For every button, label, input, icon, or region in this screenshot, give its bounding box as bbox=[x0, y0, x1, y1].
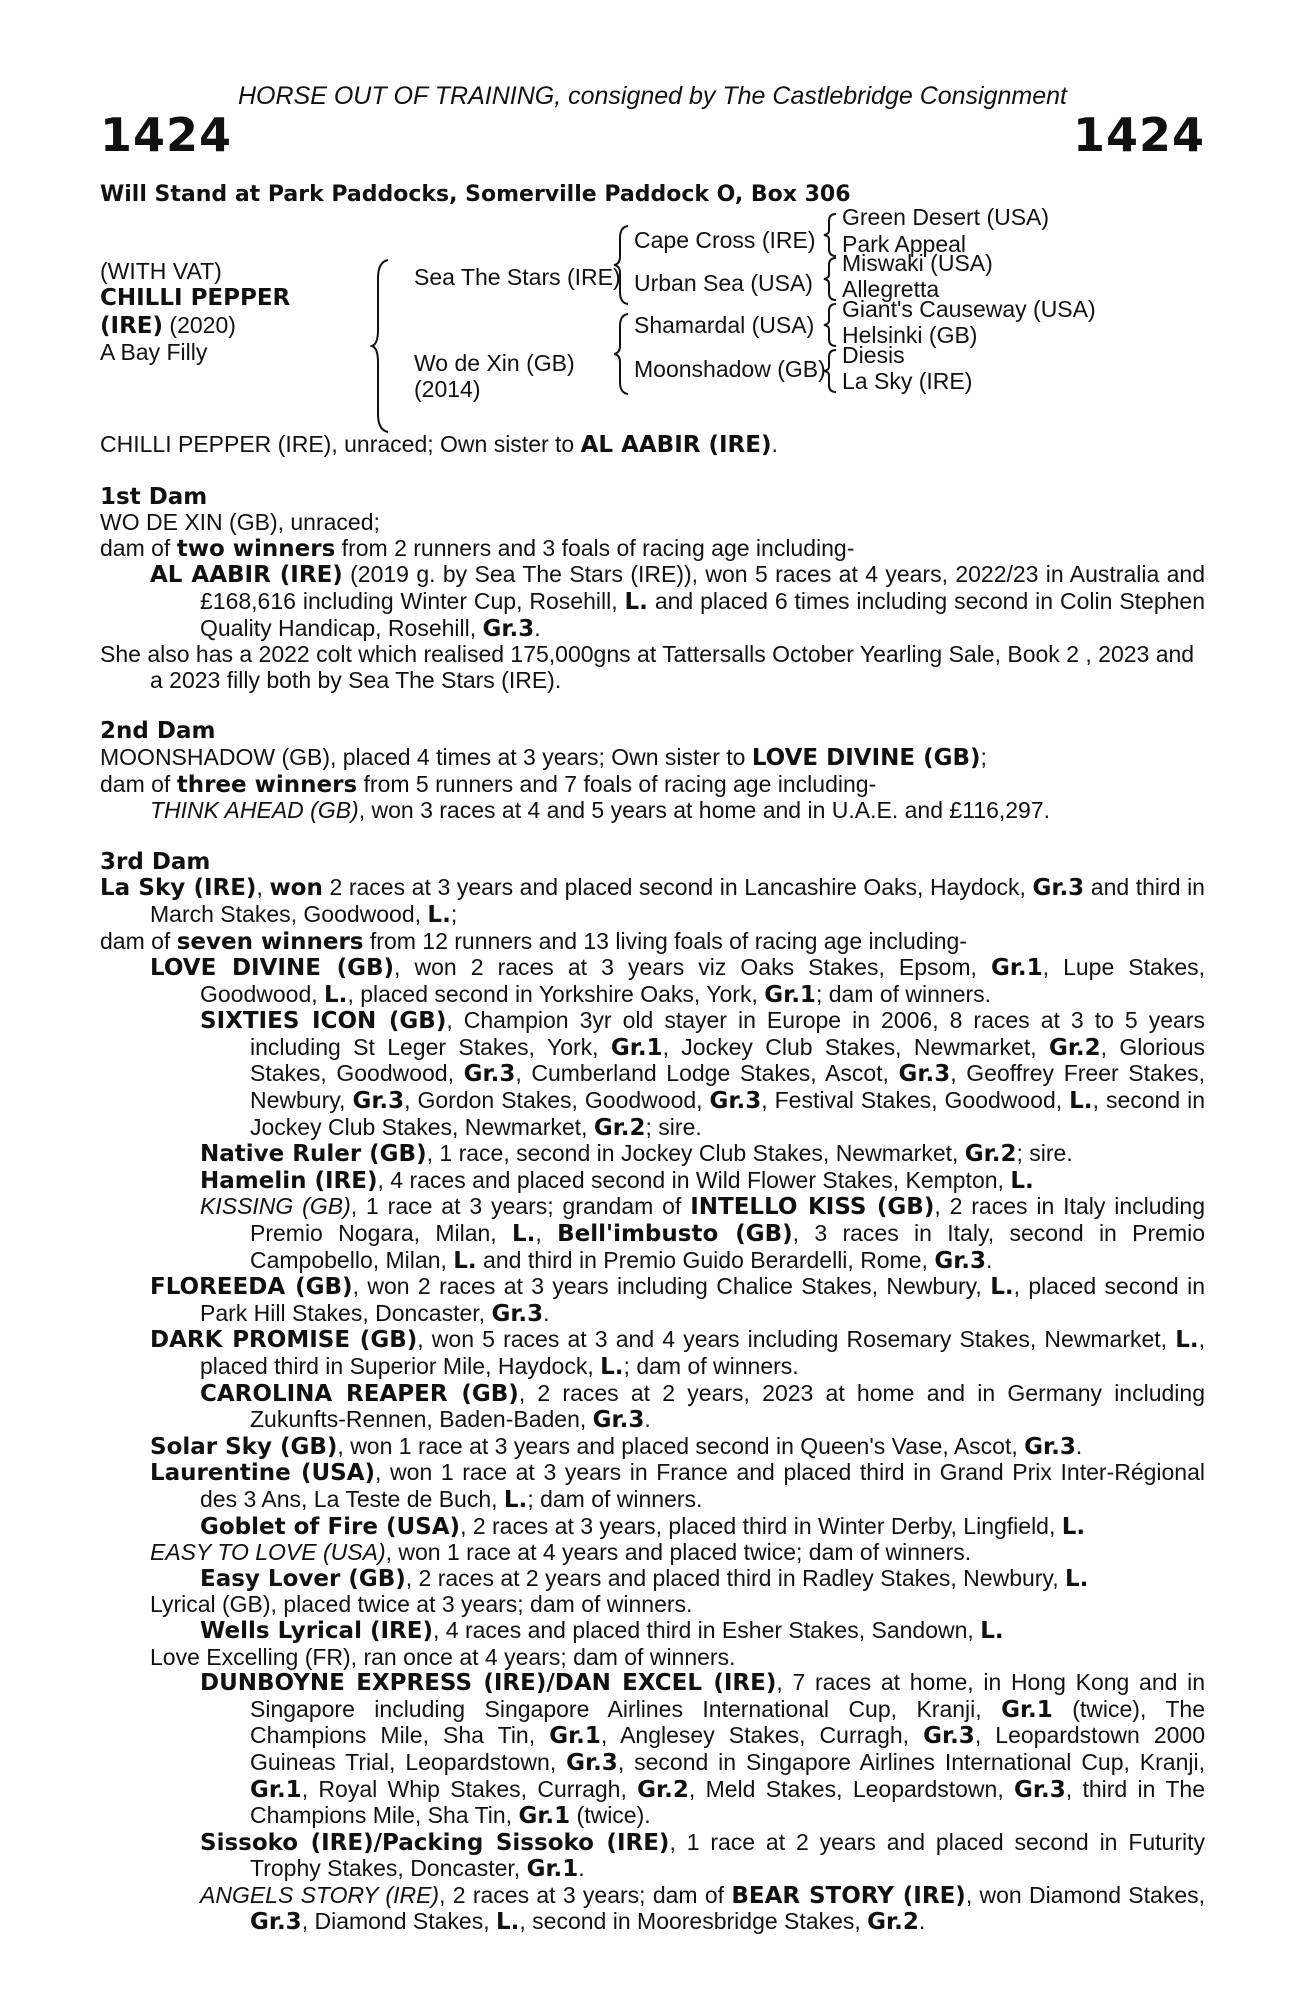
t: 2 races at 3 years and placed second in Lancashire Oaks, Haydock, bbox=[322, 874, 1033, 901]
t: , placed second in Yorkshire Oaks, York, bbox=[347, 980, 765, 1007]
t: , Royal Whip Stakes, Curragh, bbox=[301, 1775, 638, 1802]
t: (twice). bbox=[570, 1802, 651, 1829]
dam-parents-brace bbox=[612, 312, 634, 396]
t: . bbox=[986, 1246, 993, 1273]
dds: Diesis bbox=[842, 342, 905, 368]
t: Gr.1 bbox=[610, 1034, 663, 1061]
sire-dam: Urban Sea (USA) bbox=[634, 270, 813, 296]
entry-love-excelling: Love Excelling (FR), ran once at 4 years; dam of winners. bbox=[150, 1643, 736, 1670]
t: , Meld Stakes, Leopardstown, bbox=[688, 1775, 1015, 1802]
t: Gr.3 bbox=[709, 1088, 762, 1115]
t: , 4 races and placed third in Esher Stakes, Sandown, bbox=[432, 1616, 981, 1643]
t: , 2 races at 2 years, 2023 at home and in Germany including Zukunfts-Rennen, Baden-Baden, bbox=[250, 1379, 1205, 1433]
stand-location: Will Stand at Park Paddocks, Somerville Paddock O, Box 306 bbox=[100, 182, 851, 207]
t: , Champion 3yr old stayer in Europe in 2006, 8 races at 3 to 5 years including St Leger Stakes, York, bbox=[250, 1007, 1205, 1060]
t: KISSING (GB) bbox=[200, 1193, 351, 1220]
horse-description: A Bay Filly bbox=[100, 339, 208, 365]
t: , Leopardstown 2000 Guineas Trial, Leopardstown, bbox=[250, 1722, 1206, 1775]
t: Gr.3 bbox=[463, 1061, 516, 1088]
first-dam-also: She also has a 2022 colt which realised 175,000gns at Tattersalls October Yearling Sale, Book 2 , 2023 and a 2023 filly both by Sea The Stars (IRE). bbox=[100, 641, 1195, 693]
second-dam-heading: 2nd Dam bbox=[100, 718, 216, 745]
horse-year: (2020) bbox=[163, 312, 236, 338]
t: Gr.2 bbox=[637, 1776, 689, 1803]
t: ; dam of winners. bbox=[623, 1353, 799, 1379]
t: , won 1 race at 4 years and placed twice; dam of winners. bbox=[385, 1539, 972, 1566]
vat-note: (WITH VAT) bbox=[100, 258, 222, 284]
sss: Green Desert (USA) bbox=[842, 204, 1050, 230]
t: , won 3 races at 4 and 5 years at home and in U.A.E. and £116,297. bbox=[358, 797, 1051, 824]
t: Gr.3 bbox=[1024, 1433, 1076, 1460]
t: , 4 races and placed second in Wild Flower Stakes, Kempton, bbox=[377, 1166, 1011, 1193]
t: L. bbox=[1065, 1565, 1089, 1592]
t: , 1 race at 3 years; grandam of bbox=[350, 1193, 691, 1220]
consignment-line: HORSE OUT OF TRAINING, consigned by The Castlebridge Consignment bbox=[237, 82, 1068, 110]
t: , Gordon Stakes, Goodwood, bbox=[404, 1087, 710, 1114]
t: Gr.3 bbox=[923, 1723, 975, 1750]
t: ANGELS STORY (IRE) bbox=[200, 1881, 440, 1908]
t: Goblet of Fire (USA) bbox=[200, 1513, 461, 1540]
dsd: Helsinki (GB) bbox=[842, 322, 978, 348]
t: L. bbox=[453, 1247, 477, 1274]
entry-wells-lyrical bbox=[100, 1618, 1205, 1645]
t: from 12 runners and 13 living foals of racing age including- bbox=[363, 927, 967, 954]
third-dam-line2 bbox=[100, 929, 1205, 956]
t: dam of bbox=[100, 534, 177, 561]
t: three winners bbox=[176, 771, 358, 798]
entry-easy-lover bbox=[100, 1566, 1205, 1593]
t: and third in Premio Guido Berardelli, Rome, bbox=[476, 1246, 935, 1273]
first-dam-section bbox=[100, 485, 1205, 694]
t: Easy Lover (GB) bbox=[200, 1565, 406, 1592]
t: , bbox=[256, 874, 270, 901]
entry-kissing bbox=[100, 1194, 1205, 1274]
t: Gr.1 bbox=[526, 1856, 579, 1883]
t: , Cumberland Lodge Stakes, Ascot, bbox=[515, 1060, 899, 1087]
t: , won 1 race at 3 years and placed second in Queen's Vase, Ascot, bbox=[337, 1432, 1025, 1459]
t: Hamelin (IRE) bbox=[200, 1167, 378, 1194]
ddd: La Sky (IRE) bbox=[842, 368, 973, 394]
t: ; dam of winners. bbox=[815, 980, 992, 1007]
t: Gr.2 bbox=[593, 1114, 646, 1141]
t: L. bbox=[1010, 1167, 1034, 1194]
horse-name: CHILLI PEPPER bbox=[100, 285, 291, 311]
sire: Sea The Stars (IRE) bbox=[414, 264, 621, 290]
first-dam-line2 bbox=[100, 536, 1205, 563]
entry-lyrical: Lyrical (GB), placed twice at 3 years; dam of winners. bbox=[150, 1591, 693, 1618]
t: . bbox=[534, 614, 541, 641]
t: , Glorious Stakes, Goodwood, bbox=[250, 1033, 1205, 1087]
t: Gr.3 bbox=[566, 1749, 618, 1776]
t: Gr.3 bbox=[352, 1088, 405, 1115]
sire-sire: Cape Cross (IRE) bbox=[634, 227, 816, 253]
t: Gr.3 bbox=[898, 1061, 951, 1088]
first-dam-heading: 1st Dam bbox=[100, 483, 208, 510]
t: , won 2 races at 3 years including Chalice Stakes, Newbury, bbox=[352, 1273, 991, 1300]
brace-shamardal bbox=[822, 302, 840, 348]
t: , placed third in Superior Mile, Haydock, bbox=[200, 1326, 1206, 1379]
sds: Miswaki (USA) bbox=[842, 250, 993, 276]
t: , third in The Champions Mile, Sha Tin, bbox=[250, 1775, 1206, 1829]
t: . bbox=[1075, 1432, 1083, 1459]
t: L. bbox=[600, 1354, 624, 1380]
entry-dark-promise bbox=[100, 1327, 1205, 1380]
t: L. bbox=[324, 981, 348, 1008]
t: L. bbox=[1069, 1088, 1093, 1115]
brace-cape-cross bbox=[822, 212, 840, 258]
t: BEAR STORY (IRE) bbox=[731, 1882, 966, 1909]
t: . bbox=[644, 1406, 651, 1433]
t: , placed second in Park Hill Stakes, Doncaster, bbox=[200, 1273, 1205, 1326]
t: FLOREEDA (GB) bbox=[150, 1274, 353, 1301]
t: Gr.2 bbox=[1048, 1034, 1101, 1061]
second-dam-entry bbox=[100, 798, 1205, 824]
t: and third in March Stakes, Goodwood, bbox=[150, 874, 1205, 927]
t: , 2 races in Italy including Premio Nogara, Milan, bbox=[250, 1193, 1205, 1247]
t: LOVE DIVINE (GB) bbox=[751, 744, 981, 771]
entry-love-divine bbox=[100, 955, 1205, 1008]
entry-hamelin bbox=[100, 1168, 1205, 1195]
lot-number-right: 1424 bbox=[1072, 108, 1205, 162]
t: Gr.3 bbox=[1014, 1776, 1066, 1803]
t: , second in Singapore Airlines International Cup, Kranji, bbox=[617, 1748, 1206, 1775]
t: . bbox=[918, 1908, 926, 1935]
t: , 1 race at 2 years and placed second in Futurity Trophy Stakes, Doncaster, bbox=[250, 1828, 1205, 1882]
entry-easy-to-love bbox=[100, 1540, 1205, 1566]
t: ; bbox=[980, 743, 987, 770]
t: dam of bbox=[100, 770, 177, 797]
t: LOVE DIVINE (GB) bbox=[150, 955, 395, 982]
t: Gr.1 bbox=[1001, 1696, 1053, 1723]
t: (2019 g. by Sea The Stars (IRE)), won 5 races at 4 years, 2022/23 in Australia and £168,616 including Winter Cup, Rosehill, bbox=[200, 561, 1205, 614]
t: THINK AHEAD (GB) bbox=[150, 797, 359, 824]
t: , Jockey Club Stakes, Newmarket, bbox=[662, 1033, 1049, 1060]
t: Gr.1 bbox=[990, 955, 1043, 982]
t: . bbox=[578, 1855, 585, 1882]
t: L. bbox=[427, 901, 451, 928]
t: EASY TO LOVE (USA) bbox=[150, 1539, 386, 1566]
t: , Lupe Stakes, Goodwood, bbox=[200, 954, 1205, 1007]
t: , Festival Stakes, Goodwood, bbox=[761, 1087, 1070, 1114]
first-dam-entry-al-aabir bbox=[100, 562, 1205, 642]
intro-text: CHILLI PEPPER (IRE), unraced; Own sister to bbox=[100, 431, 581, 457]
dam-year: (2014) bbox=[414, 376, 481, 402]
t: , bbox=[535, 1220, 558, 1247]
t: , 3 races in Italy, second in Premio Campobello, Milan, bbox=[250, 1220, 1206, 1273]
second-dam-line1 bbox=[100, 745, 1205, 772]
t: CAROLINA REAPER (GB) bbox=[200, 1380, 519, 1407]
t: from 5 runners and 7 foals of racing age including- bbox=[357, 770, 877, 797]
t: from 2 runners and 3 foals of racing age including- bbox=[335, 534, 855, 561]
dam-sire: Shamardal (USA) bbox=[634, 312, 815, 338]
t: L. bbox=[496, 1909, 520, 1936]
t: , 2 races at 2 years and placed third in Radley Stakes, Newbury, bbox=[405, 1564, 1066, 1591]
t: La Sky (IRE) bbox=[100, 875, 257, 902]
t: ; sire. bbox=[645, 1113, 702, 1140]
first-dam-line1: WO DE XIN (GB), unraced; bbox=[100, 509, 380, 536]
t: Gr.3 bbox=[250, 1909, 302, 1936]
entry-laurentine bbox=[100, 1460, 1205, 1513]
t: Bell'imbusto (GB) bbox=[557, 1221, 793, 1248]
t: Gr.3 bbox=[482, 615, 535, 642]
brace-urban-sea bbox=[822, 256, 840, 302]
t: L. bbox=[1175, 1327, 1199, 1354]
t: dam of bbox=[100, 927, 177, 954]
t: , 1 race, second in Jockey Club Stakes, Newmarket, bbox=[426, 1140, 965, 1167]
t: Gr.1 bbox=[764, 981, 816, 1008]
sdd: Allegretta bbox=[842, 276, 940, 302]
t: Sissoko (IRE)/Packing Sissoko (IRE) bbox=[200, 1829, 670, 1856]
t: Gr.3 bbox=[592, 1407, 645, 1434]
brace-moonshadow bbox=[822, 348, 840, 394]
horse-name-origin-year bbox=[100, 312, 236, 340]
t: Solar Sky (GB) bbox=[150, 1433, 338, 1460]
t: , second in Mooresbridge Stakes, bbox=[519, 1908, 868, 1935]
t: DUNBOYNE EXPRESS (IRE)/DAN EXCEL (IRE) bbox=[200, 1670, 777, 1697]
catalogue-page bbox=[100, 80, 1205, 1936]
t: , 2 races at 3 years, placed third in Winter Derby, Lingfield, bbox=[460, 1512, 1062, 1539]
t: SIXTIES ICON (GB) bbox=[200, 1008, 447, 1035]
third-dam-section bbox=[100, 850, 1205, 1936]
t: L. bbox=[512, 1221, 536, 1248]
t: (twice), The Champions Mile, Sha Tin, bbox=[250, 1695, 1206, 1749]
t: L. bbox=[1061, 1513, 1086, 1540]
entry-solar-sky bbox=[100, 1434, 1205, 1461]
sire-dam-brace bbox=[370, 258, 396, 434]
entry-dunboyne-express bbox=[100, 1670, 1205, 1830]
third-dam-heading: 3rd Dam bbox=[100, 848, 211, 875]
entry-sissoko bbox=[100, 1830, 1205, 1883]
t: Gr.2 bbox=[964, 1141, 1017, 1168]
second-dam-line2 bbox=[100, 772, 1205, 799]
t: , Geoffrey Freer Stakes, Newbury, bbox=[250, 1060, 1206, 1114]
catalogue-text bbox=[100, 432, 1205, 1936]
t: , Diamond Stakes, bbox=[301, 1908, 496, 1935]
t: , 7 races at home, in Hong Kong and in Singapore including Singapore Airlines International Cup, Kranji, bbox=[250, 1669, 1205, 1722]
intro-line bbox=[100, 432, 1205, 459]
t: , Anglesey Stakes, Curragh, bbox=[600, 1722, 924, 1749]
t: won bbox=[269, 875, 323, 902]
entry-native-ruler bbox=[100, 1141, 1205, 1168]
dam-dam: Moonshadow (GB) bbox=[634, 356, 826, 382]
dam: Wo de Xin (GB) bbox=[414, 350, 575, 376]
t: ; sire. bbox=[1016, 1140, 1073, 1167]
entry-goblet-of-fire bbox=[100, 1514, 1205, 1541]
entry-carolina-reaper bbox=[100, 1381, 1205, 1434]
t: Gr.3 bbox=[491, 1300, 544, 1327]
entry-sixties-icon bbox=[100, 1008, 1205, 1141]
entry-angels-story bbox=[100, 1883, 1205, 1936]
entry-floreeda bbox=[100, 1274, 1205, 1327]
intro-sister: AL AABIR (IRE) bbox=[580, 432, 772, 458]
t: L. bbox=[503, 1486, 528, 1513]
t: Native Ruler (GB) bbox=[200, 1141, 427, 1168]
t: and placed 6 times including second in Colin Stephen Quality Handicap, Rosehill, bbox=[200, 587, 1206, 641]
t: , second in Jockey Club Stakes, Newmarket, bbox=[250, 1087, 1205, 1140]
t: Laurentine (USA) bbox=[150, 1460, 376, 1487]
dss: Giant's Causeway (USA) bbox=[842, 296, 1096, 322]
t: AL AABIR (IRE) bbox=[150, 562, 343, 589]
t: Wells Lyrical (IRE) bbox=[200, 1617, 433, 1644]
sire-parents-brace bbox=[612, 224, 634, 306]
t: two winners bbox=[176, 535, 336, 562]
t: Gr.1 bbox=[250, 1776, 302, 1803]
t: , won 1 race at 3 years in France and placed third in Grand Prix Inter-Régional des 3 Ans, La Teste de Buch, bbox=[200, 1459, 1205, 1512]
t: , 2 races at 3 years; dam of bbox=[439, 1881, 732, 1908]
t: , won 2 races at 3 years viz Oaks Stakes, Epsom, bbox=[394, 954, 991, 981]
t: Gr.1 bbox=[518, 1803, 571, 1830]
t: MOONSHADOW (GB), placed 4 times at 3 years; Own sister to bbox=[100, 743, 752, 770]
t: Gr.1 bbox=[549, 1723, 601, 1750]
t: L. bbox=[990, 1274, 1014, 1301]
t: INTELLO KISS (GB) bbox=[690, 1194, 935, 1221]
ssd: Park Appeal bbox=[842, 231, 967, 257]
intro-end: . bbox=[771, 431, 778, 457]
lot-number-row bbox=[100, 108, 1205, 174]
t: , won Diamond Stakes, bbox=[965, 1881, 1205, 1908]
t: DARK PROMISE (GB) bbox=[150, 1327, 418, 1354]
t: Gr.2 bbox=[867, 1909, 919, 1936]
t: L. bbox=[624, 588, 648, 615]
t: , won 5 races at 3 and 4 years including Rosemary Stakes, Newmarket, bbox=[417, 1326, 1176, 1353]
horse-origin: (IRE) bbox=[100, 313, 164, 339]
lot-number-left: 1424 bbox=[100, 108, 233, 162]
t: . bbox=[543, 1299, 550, 1326]
pedigree-table bbox=[100, 204, 1205, 432]
t: seven winners bbox=[176, 928, 364, 955]
t: ; bbox=[450, 900, 458, 927]
t: ; dam of winners. bbox=[527, 1485, 703, 1512]
third-dam-line1 bbox=[100, 875, 1205, 928]
t: L. bbox=[980, 1617, 1004, 1644]
t: Gr.3 bbox=[934, 1247, 987, 1274]
second-dam-section bbox=[100, 719, 1205, 823]
t: Gr.3 bbox=[1032, 875, 1085, 902]
